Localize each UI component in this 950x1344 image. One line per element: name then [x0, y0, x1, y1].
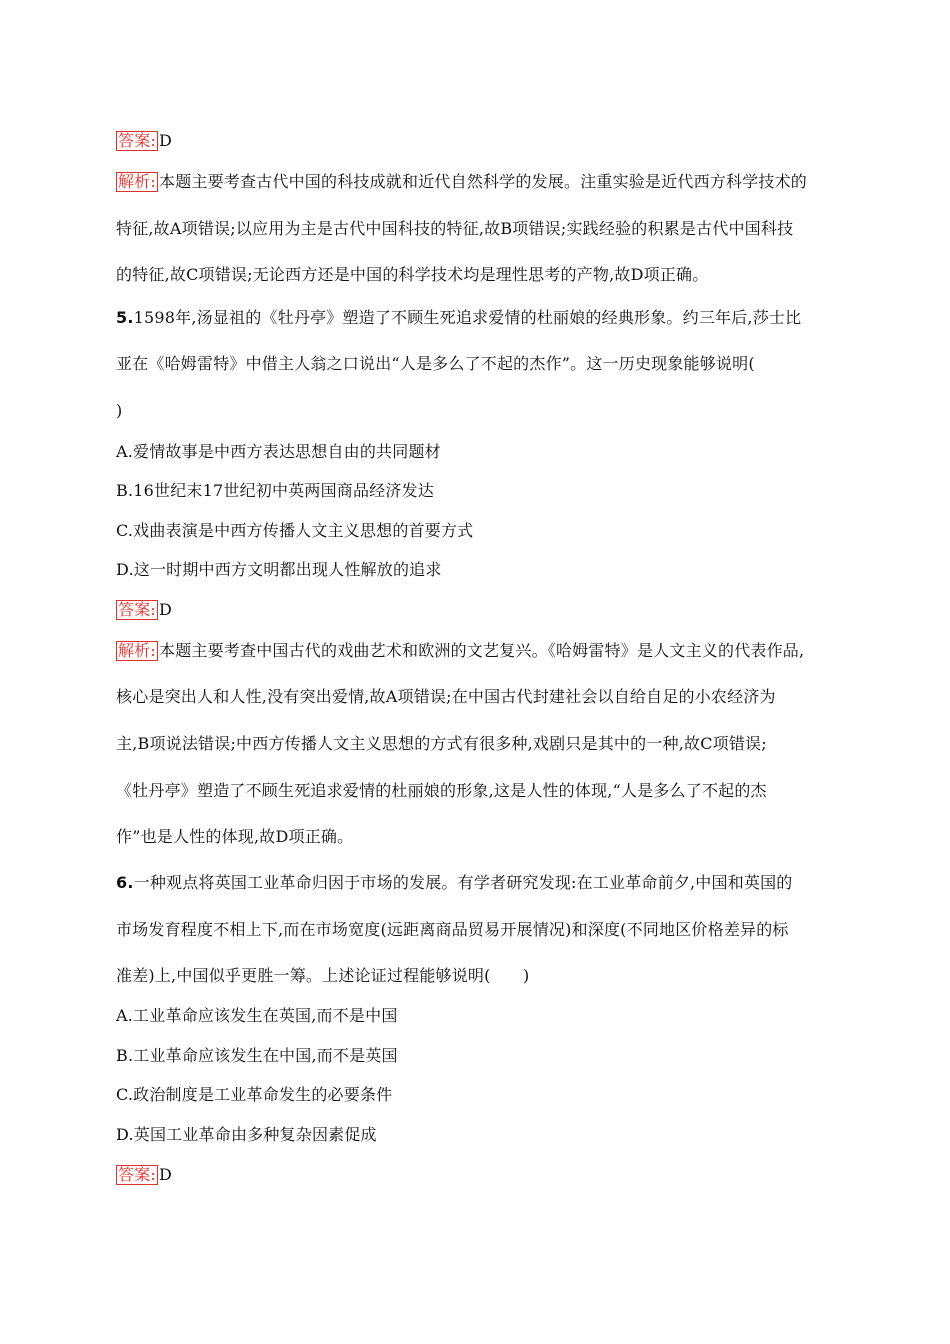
q4-analysis-line-2: 特征,故A项错误;以应用为主是古代中国科技的特征,故B项错误;实践经验的积累是古代中国科技: [116, 219, 794, 238]
q5-number: 5.: [116, 308, 134, 327]
q6-answer-value: D: [159, 1165, 173, 1184]
q5-analysis-line-2: 核心是突出人和人性,没有突出爱情,故A项错误;在中国古代封建社会以自给自足的小农经济为: [116, 687, 776, 706]
answer-label: 答案:: [118, 600, 156, 619]
q5-analysis-line-4: 《牡丹亭》塑造了不顾生死追求爱情的杜丽娘的形象,这是人性的体现,“人是多么了不起的杰: [116, 781, 767, 800]
q4-answer-line: [116, 131, 172, 151]
q6-stem-line-1: [116, 873, 793, 893]
q6-option-c: C.政治制度是工业革命发生的必要条件: [116, 1085, 393, 1104]
q5-analysis-line-1: [116, 641, 804, 661]
q5-option-d: D.这一时期中西方文明都出现人性解放的追求: [116, 560, 442, 579]
answer-label: 答案:: [118, 131, 156, 150]
q6-option-d: D.英国工业革命由多种复杂因素促成: [116, 1125, 377, 1144]
analysis-label: 解析:: [118, 641, 156, 660]
q5-option-c: C.戏曲表演是中西方传播人文主义思想的首要方式: [116, 521, 474, 540]
q5-analysis-line-5: 作”也是人性的体现,故D项正确。: [116, 827, 354, 846]
analysis-label: 解析:: [118, 172, 156, 191]
q4-analysis-line-1: [116, 172, 807, 192]
q6-option-b: B.工业革命应该发生在中国,而不是英国: [116, 1046, 398, 1065]
q4-answer-value: D: [159, 131, 173, 150]
q6-option-a: A.工业革命应该发生在英国,而不是中国: [116, 1006, 398, 1025]
q5-answer-line: [116, 600, 172, 620]
q6-stem-text-1: 一种观点将英国工业革命归因于市场的发展。有学者研究发现:在工业革命前夕,中国和英国的: [133, 873, 793, 892]
q5-stem-text-1: 1598年,汤显祖的《牡丹亭》塑造了不顾生死追求爱情的杜丽娘的经典形象。约三年后,莎士比: [133, 308, 802, 327]
q5-analysis-text-1: 本题主要考查中国古代的戏曲艺术和欧洲的文艺复兴。《哈姆雷特》是人文主义的代表作品,: [159, 641, 805, 660]
q6-answer-line: [116, 1165, 172, 1185]
q6-number: 6.: [116, 873, 134, 892]
answer-label: 答案:: [118, 1165, 156, 1184]
q6-stem-line-3: 准差)上,中国似乎更胜一筹。上述论证过程能够说明( ): [116, 966, 530, 985]
q5-stem-line-1: [116, 308, 801, 328]
q5-stem-line-2: 亚在《哈姆雷特》中借主人翁之口说出“人是多么了不起的杰作”。这一历史现象能够说明(: [116, 354, 755, 373]
q5-analysis-line-3: 主,B项说法错误;中西方传播人文主义思想的方式有很多种,戏剧只是其中的一种,故C项错误;: [116, 734, 767, 753]
q5-stem-line-3: ): [116, 401, 123, 420]
q4-analysis-line-3: 的特征,故C项错误;无论西方还是中国的科学技术均是理性思考的产物,故D项正确。: [116, 265, 709, 284]
q4-analysis-text-1: 本题主要考查古代中国的科技成就和近代自然科学的发展。注重实验是近代西方科学技术的: [159, 172, 808, 191]
q6-stem-line-2: 市场发育程度不相上下,而在市场宽度(远距离商品贸易开展情况)和深度(不同地区价格差异的标: [116, 920, 789, 939]
q5-option-b: B.16世纪末17世纪初中英两国商品经济发达: [116, 481, 434, 500]
q5-answer-value: D: [159, 600, 173, 619]
q5-option-a: A.爱情故事是中西方表达思想自由的共同题材: [116, 442, 441, 461]
